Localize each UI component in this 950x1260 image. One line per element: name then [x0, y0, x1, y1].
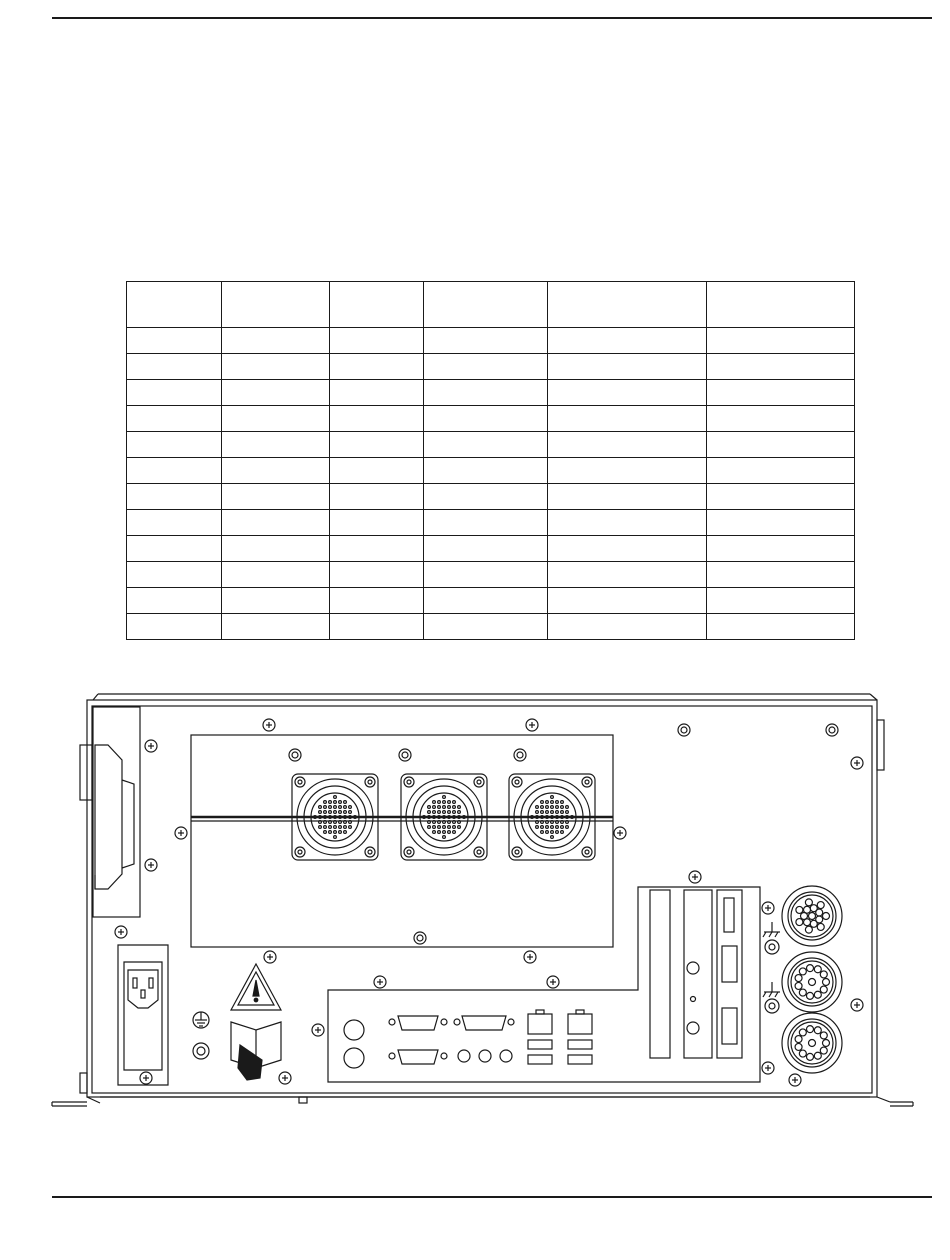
table-cell — [424, 536, 548, 562]
screw-icon — [279, 1072, 291, 1084]
table-row — [127, 328, 855, 354]
table-cell — [707, 588, 855, 614]
footer-rule — [52, 1196, 932, 1198]
standoff-icon — [289, 749, 301, 761]
table-cell — [548, 510, 707, 536]
table-cell — [330, 380, 424, 406]
column-header — [548, 282, 707, 328]
table-row — [127, 510, 855, 536]
fan-icon — [80, 707, 140, 917]
rear-panel-drawing — [0, 660, 950, 1120]
chassis-outline — [52, 694, 913, 1106]
ethernet-port[interactable] — [528, 1010, 552, 1034]
table-cell — [222, 432, 330, 458]
table-cell — [424, 484, 548, 510]
db15-port[interactable] — [454, 1016, 514, 1030]
table-cell — [127, 588, 222, 614]
table-row — [127, 380, 855, 406]
table-cell — [222, 458, 330, 484]
table-cell — [707, 354, 855, 380]
table-cell — [707, 432, 855, 458]
table-cell — [548, 536, 707, 562]
table-cell — [548, 432, 707, 458]
table-cell — [222, 380, 330, 406]
screw-icon — [145, 859, 157, 871]
screw-icon — [145, 740, 157, 752]
table-cell — [548, 406, 707, 432]
table-cell — [127, 380, 222, 406]
table-cell — [330, 406, 424, 432]
column-header — [222, 282, 330, 328]
screw-icon — [175, 827, 187, 839]
standoff-icon — [514, 749, 526, 761]
standoff-icon — [678, 724, 690, 736]
table-cell — [424, 354, 548, 380]
table-cell — [330, 614, 424, 640]
table-cell — [222, 588, 330, 614]
column-header — [127, 282, 222, 328]
table-cell — [424, 562, 548, 588]
table-cell — [127, 406, 222, 432]
screw-icon — [374, 976, 386, 988]
screw-icon — [547, 976, 559, 988]
table-cell — [548, 614, 707, 640]
table-cell — [548, 354, 707, 380]
table-row — [127, 406, 855, 432]
table-cell — [707, 328, 855, 354]
table-cell — [548, 562, 707, 588]
screw-icon — [312, 1024, 324, 1036]
screw-icon — [762, 1062, 774, 1074]
ac-power-inlet-icon — [118, 945, 168, 1085]
db9-port[interactable] — [389, 1016, 447, 1030]
table-cell — [424, 510, 548, 536]
screw-icon — [526, 719, 538, 731]
protective-earth-icon — [193, 1012, 209, 1059]
table-row — [127, 458, 855, 484]
table-cell — [127, 614, 222, 640]
column-header — [707, 282, 855, 328]
table-cell — [330, 354, 424, 380]
table-cell — [424, 380, 548, 406]
audio-jack[interactable] — [344, 1048, 364, 1068]
table-cell — [330, 588, 424, 614]
table-cell — [424, 588, 548, 614]
table-cell — [548, 588, 707, 614]
table-cell — [330, 328, 424, 354]
table-cell — [127, 536, 222, 562]
table-cell — [222, 536, 330, 562]
table-cell — [330, 432, 424, 458]
audio-jack[interactable] — [344, 1020, 364, 1040]
table-cell — [127, 458, 222, 484]
ethernet-port[interactable] — [568, 1010, 592, 1034]
table-cell — [548, 458, 707, 484]
table-cell — [330, 458, 424, 484]
table-cell — [330, 510, 424, 536]
header-rule — [52, 17, 932, 19]
table-row — [127, 614, 855, 640]
screw-icon — [789, 1074, 801, 1086]
screw-icon — [762, 902, 774, 914]
screw-icon — [614, 827, 626, 839]
table-cell — [222, 406, 330, 432]
table-cell — [424, 458, 548, 484]
table-row — [127, 354, 855, 380]
table-cell — [707, 484, 855, 510]
table-cell — [127, 562, 222, 588]
table-row — [127, 432, 855, 458]
table-cell — [127, 328, 222, 354]
table-cell — [548, 328, 707, 354]
table-cell — [707, 562, 855, 588]
table-row — [127, 588, 855, 614]
usb-port[interactable] — [568, 1040, 592, 1049]
table-cell — [222, 510, 330, 536]
table-body — [127, 328, 855, 640]
audio-jack[interactable] — [479, 1050, 491, 1062]
table-cell — [127, 354, 222, 380]
chassis-ground-icon — [763, 982, 780, 1013]
table-cell — [127, 510, 222, 536]
round-connector[interactable] — [782, 952, 842, 1012]
round-connector[interactable] — [782, 1013, 842, 1073]
screw-icon — [264, 951, 276, 963]
screw-icon — [524, 951, 536, 963]
table-cell — [330, 484, 424, 510]
table-cell — [548, 380, 707, 406]
table-cell — [222, 328, 330, 354]
screw-icon — [140, 1072, 152, 1084]
table-cell — [424, 406, 548, 432]
screw-icon — [851, 757, 863, 769]
table-cell — [222, 614, 330, 640]
table-cell — [127, 484, 222, 510]
table-cell — [707, 614, 855, 640]
table-row — [127, 536, 855, 562]
table-cell — [222, 484, 330, 510]
usb-port[interactable] — [568, 1055, 592, 1064]
db9-port[interactable] — [389, 1050, 447, 1064]
usb-port[interactable] — [528, 1040, 552, 1049]
standoff-icon — [414, 932, 426, 944]
chassis-ground-icon — [763, 922, 780, 954]
table-cell — [707, 536, 855, 562]
screw-icon — [115, 926, 127, 938]
table-header-row — [127, 282, 855, 328]
table-cell — [330, 562, 424, 588]
spec-table — [126, 281, 855, 640]
column-header — [330, 282, 424, 328]
table-cell — [222, 562, 330, 588]
table-cell — [330, 536, 424, 562]
screw-icon — [851, 999, 863, 1011]
table-cell — [424, 432, 548, 458]
audio-jack[interactable] — [500, 1050, 512, 1062]
table-cell — [548, 484, 707, 510]
usb-port[interactable] — [528, 1055, 552, 1064]
audio-jack[interactable] — [458, 1050, 470, 1062]
standoff-icon — [399, 749, 411, 761]
table-row — [127, 562, 855, 588]
screw-icon — [689, 871, 701, 883]
table-cell — [424, 328, 548, 354]
screw-icon — [263, 719, 275, 731]
warning-triangle-icon — [231, 964, 281, 1010]
column-header — [424, 282, 548, 328]
table-cell — [222, 354, 330, 380]
table-cell — [127, 432, 222, 458]
table-cell — [707, 458, 855, 484]
round-connector[interactable] — [782, 886, 842, 946]
read-manual-icon — [231, 1022, 281, 1080]
screw-group — [115, 719, 863, 1086]
standoff-icon — [826, 724, 838, 736]
table-cell — [707, 406, 855, 432]
table-cell — [424, 614, 548, 640]
table-cell — [707, 510, 855, 536]
table-cell — [707, 380, 855, 406]
table-row — [127, 484, 855, 510]
